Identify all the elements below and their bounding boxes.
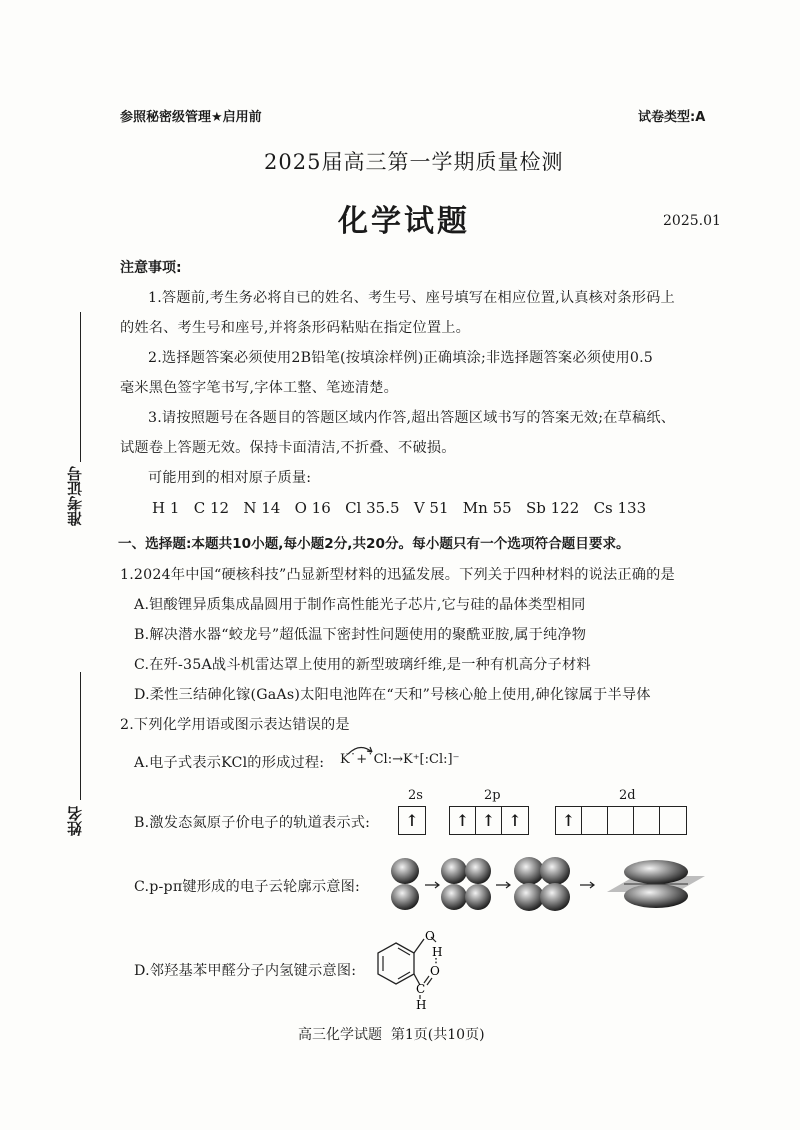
notes-heading: 注意事项: xyxy=(120,260,182,276)
p-orbital-pair-icon xyxy=(441,858,491,910)
orbital-2d-box xyxy=(555,806,687,835)
exam-number-label: 准考证号 xyxy=(66,466,84,526)
atomic-mass-intro: 可能用到的相对原子质量: xyxy=(148,470,312,486)
orbital-2s-box xyxy=(398,806,426,835)
orbital-2d-cell: ↑ xyxy=(556,807,582,834)
confidential-label: 参照秘密级管理★启用前 xyxy=(120,110,262,125)
pi-bond-cloud-diagram xyxy=(385,852,715,918)
q1-option-d: D.柔性三结砷化镓(GaAs)太阳电池阵在“天和”号核心舱上使用,砷化镓属于半导体 xyxy=(134,687,651,703)
atom-o-carbonyl: O xyxy=(430,964,440,978)
atom-c-carbonyl: C xyxy=(416,982,426,996)
q2-option-a: A.电子式表示KCl的形成过程: xyxy=(134,755,325,771)
pi-bond-cloud-icon xyxy=(607,860,705,908)
orbital-2d-cell xyxy=(608,807,634,834)
electron-transfer-arrow-icon xyxy=(345,744,375,756)
q1-option-c: C.在歼-35A战斗机雷达罩上使用的新型玻璃纤维,是一种有机高分子材料 xyxy=(134,657,591,673)
exam-number-line xyxy=(80,312,81,462)
orbital-2p-cell: ↑ xyxy=(450,807,476,834)
q2-stem: 2.下列化学用语或图示表达错误的是 xyxy=(120,717,350,733)
q2-option-b: B.激发态氮原子价电子的轨道表示式: xyxy=(134,815,371,831)
subject-title: 化学试题 xyxy=(338,204,470,239)
q1-option-b: B.解决潜水器“蛟龙号”超低温下密封性问题使用的聚酰亚胺,属于纯净物 xyxy=(134,627,587,643)
name-label: 姓名 xyxy=(66,806,84,836)
p-orbital-left-icon xyxy=(391,858,419,910)
note-2-line-2: 毫米黑色签字笔书写,字体工整、笔迹清楚。 xyxy=(120,380,399,396)
orbital-2d-cell xyxy=(582,807,608,834)
orbital-2d-cell xyxy=(660,807,686,834)
kcl-formation-formula: K˙+˙Cl:→K⁺[:Cl:]⁻ xyxy=(340,752,460,767)
exam-date: 2025.01 xyxy=(663,213,721,229)
note-2-line-1: 2.选择题答案必须使用2B铅笔(按填涂样例)正确填涂;非选择题答案必须使用0.5 xyxy=(148,350,654,366)
orbital-2d-cell xyxy=(634,807,660,834)
orbital-2p-cell: ↑ xyxy=(476,807,502,834)
atom-o-hydroxyl: O xyxy=(425,929,435,943)
salicylaldehyde-hbond-diagram xyxy=(374,925,454,1010)
atom-h-aldehyde: H xyxy=(416,998,427,1010)
q2-option-d: D.邻羟基苯甲醛分子内氢键示意图: xyxy=(134,963,357,979)
atom-h-hydroxyl: H xyxy=(432,945,443,959)
name-line xyxy=(80,672,81,800)
section-1-heading: 一、选择题:本题共10小题,每小题2分,共20分。每小题只有一个选项符合题目要求。 xyxy=(118,536,630,552)
orbital-2p-cell: ↑ xyxy=(508,811,522,830)
p-orbital-overlap-icon xyxy=(514,857,570,911)
exam-title: 2025届高三第一学期质量检测 xyxy=(264,150,564,174)
orbital-2s-cell: ↑ xyxy=(405,811,419,830)
q2-option-c: C.p-pπ键形成的电子云轮廓示意图: xyxy=(134,879,360,895)
paper-type-label: 试卷类型:A xyxy=(638,110,706,125)
orbital-2p-box xyxy=(449,806,529,835)
note-1-line-1: 1.答题前,考生务必将自已的姓名、考生号、座号填写在相应位置,认真核对条形码上 xyxy=(148,290,675,306)
page-footer: 高三化学试题 第1页(共10页) xyxy=(298,1027,485,1043)
orbital-2d-label: 2d xyxy=(619,788,636,803)
atomic-mass-list: H 1 C 12 N 14 O 16 Cl 35.5 V 51 Mn 55 Sb 122 Cs 133 xyxy=(152,499,647,517)
q1-option-a: A.钽酸锂异质集成晶圆用于制作高性能光子芯片,它与硅的晶体类型相同 xyxy=(134,597,586,613)
note-1-line-2: 的姓名、考生号和座号,并将条形码粘贴在指定位置上。 xyxy=(120,320,471,336)
orbital-2s-label: 2s xyxy=(408,788,423,803)
q1-stem: 1.2024年中国“硬核科技”凸显新型材料的迅猛发展。下列关于四种材料的说法正确的是 xyxy=(120,567,675,583)
orbital-2p-label: 2p xyxy=(484,788,501,803)
note-3-line-2: 试题卷上答题无效。保持卡面清洁,不折叠、不破损。 xyxy=(120,440,456,456)
note-3-line-1: 3.请按照题号在各题目的答题区域内作答,超出答题区域书写的答案无效;在草稿纸、 xyxy=(148,410,676,426)
